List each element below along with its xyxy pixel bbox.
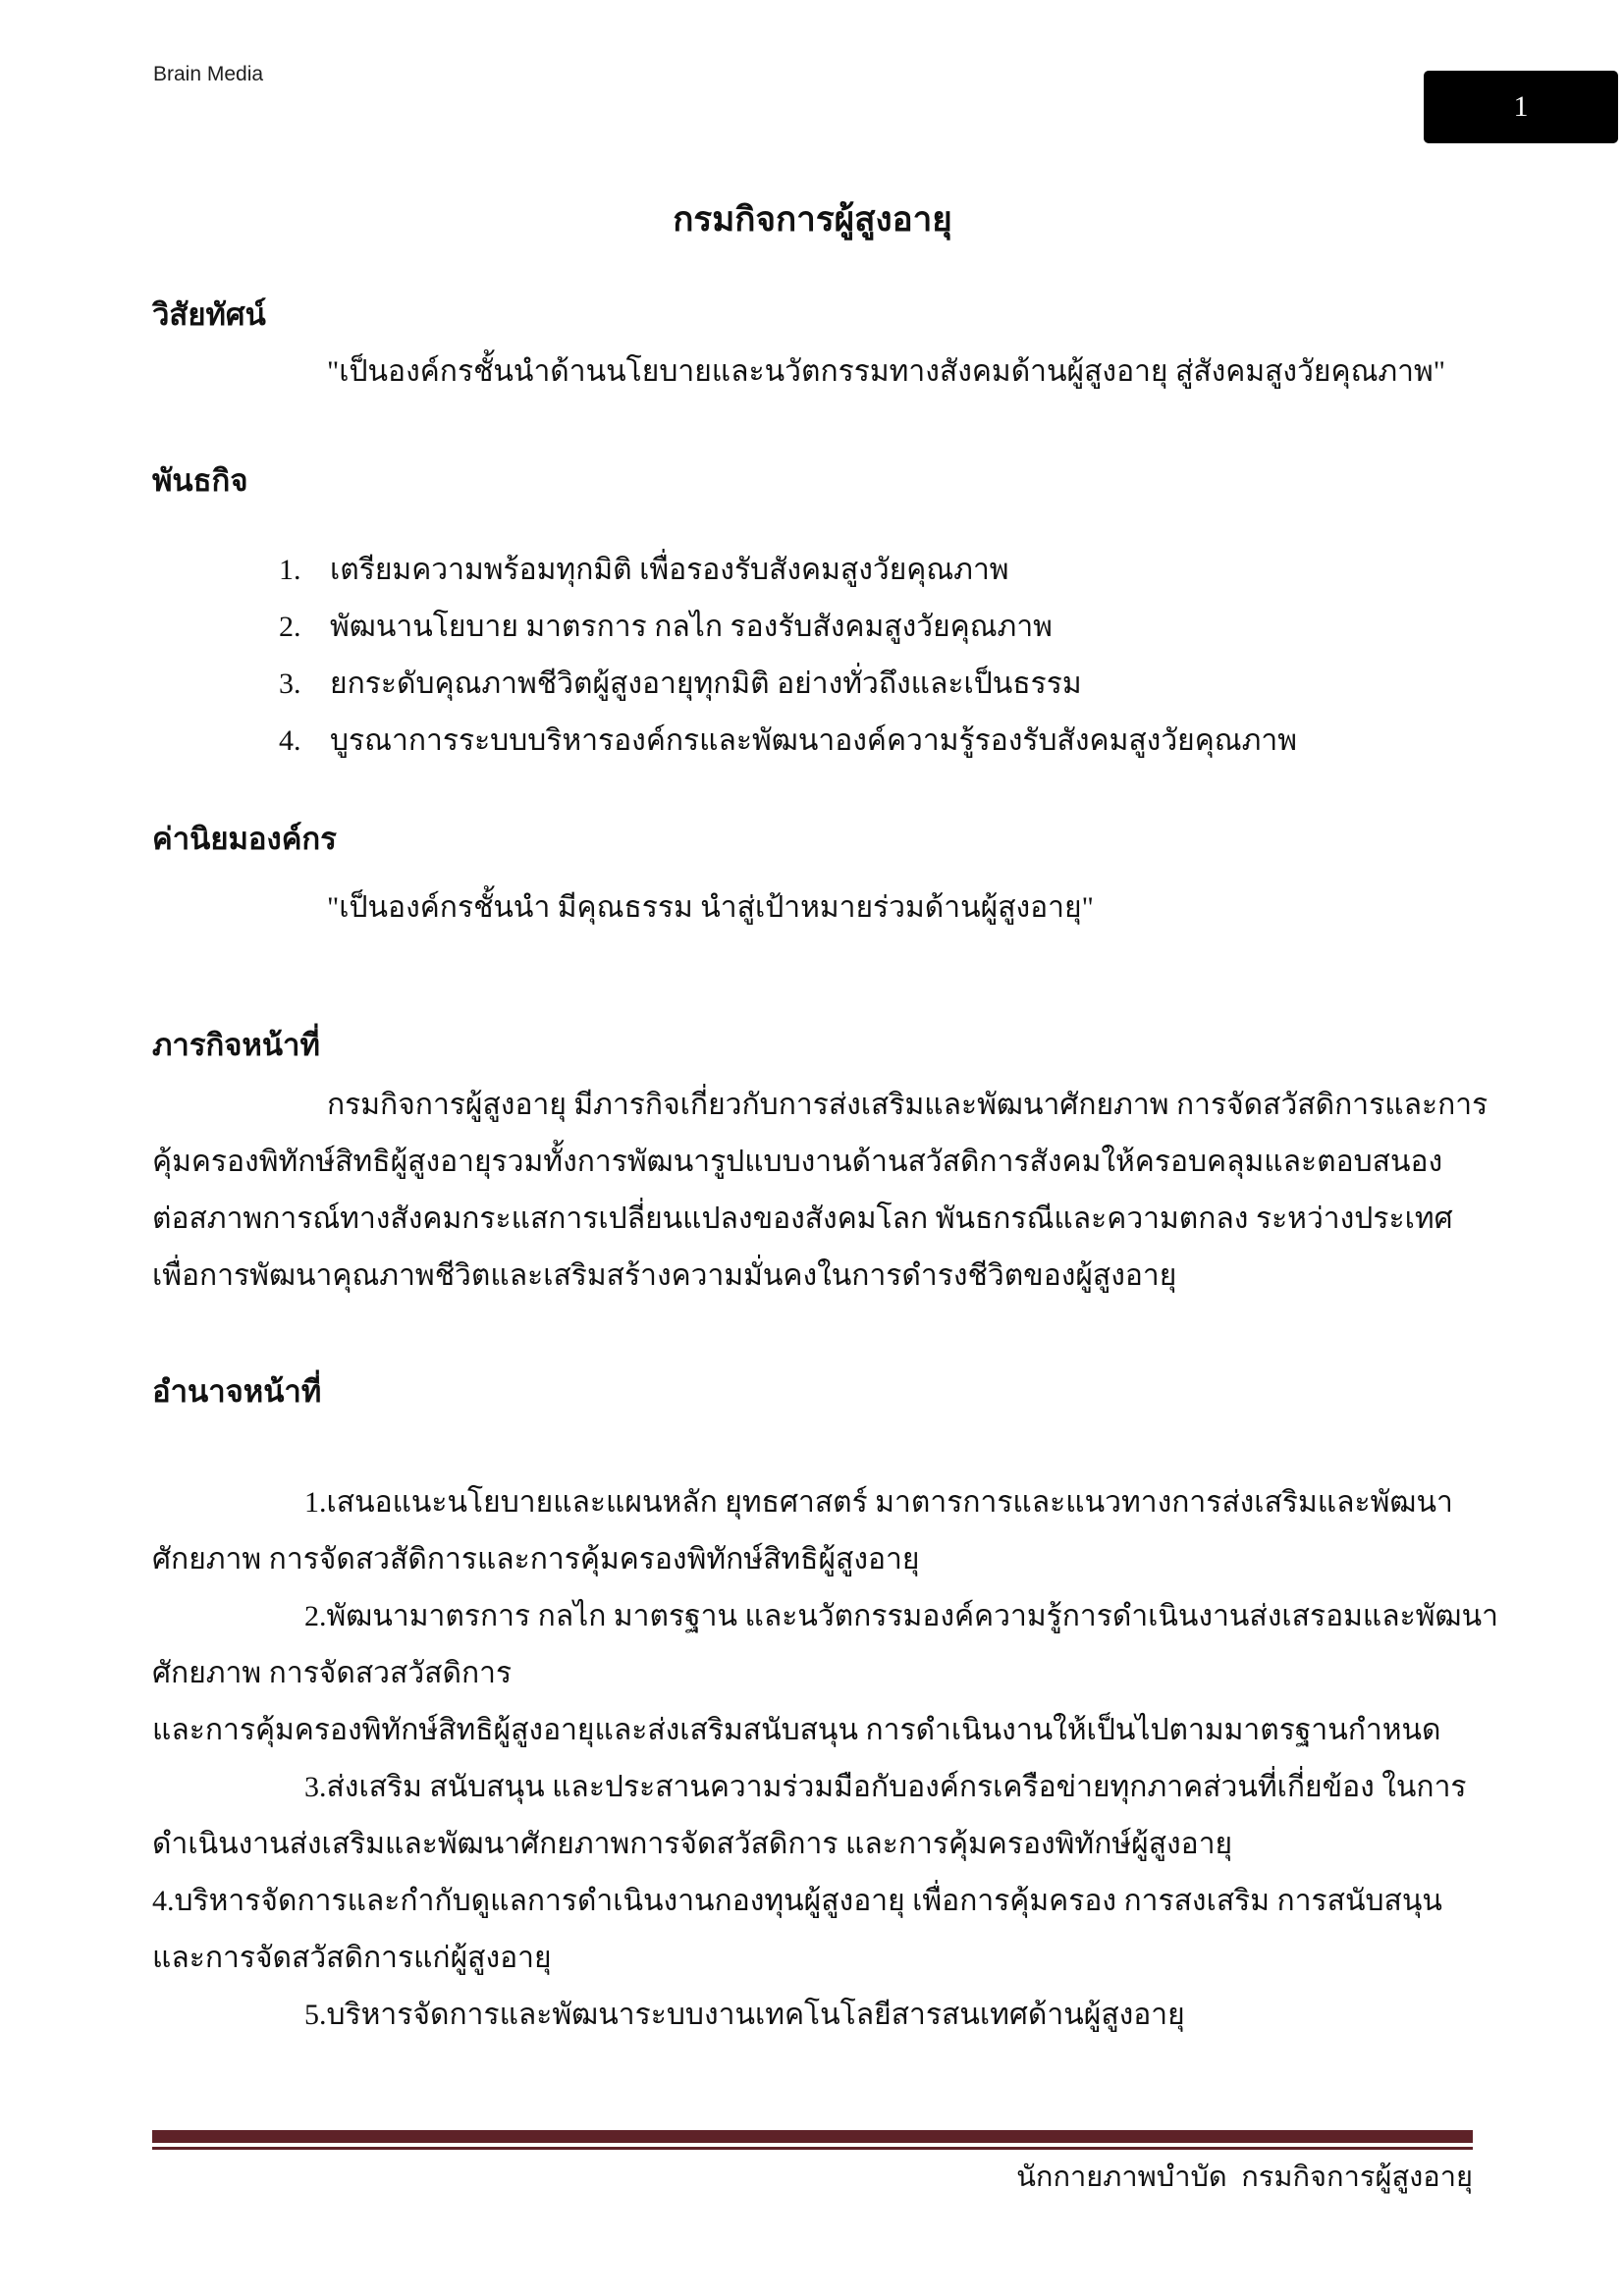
values-heading: ค่านิยมองค์กร (152, 822, 337, 856)
paragraph-line: 3.ส่งเสริม สนับสนุน และประสานความร่วมมือกับองค์กรเครือข่ายทุกภาคส่วนที่เกี่ยข้อง ในการ (304, 1771, 1467, 1803)
page-number: 1 (1513, 90, 1529, 123)
header-brand: Brain Media (153, 63, 264, 85)
footer-rule-thin (152, 2147, 1473, 2150)
list-item (152, 656, 1473, 713)
mission-list (152, 542, 1473, 770)
paragraph-line: 1.เสนอแนะนโยบายและแผนหลัก ยุทธศาสตร์ มาตารการและแนวทางการส่งเสริมและพัฒนา (304, 1486, 1453, 1519)
section-duty-heading (152, 1017, 1473, 1074)
vision-quote: "เป็นองค์กรชั้นนำด้านนโยบายและนวัตกรรมทางสังคมด้านผู้สูงอายุ สู่สังคมสูงวัยคุณภาพ" (327, 355, 1446, 388)
list-item (152, 713, 1473, 770)
paragraph-line: ศักยภาพ การจัดสวสัดิการและการคุ้มครองพิทักษ์สิทธิผู้สูงอายุ (152, 1543, 920, 1575)
list-item-text: ยกระดับคุณภาพชีวิตผู้สูงอายุทุกมิติ อย่างทั่วถึงและเป็นธรรม (330, 667, 1082, 700)
vision-heading: วิสัยทัศน์ (152, 297, 266, 332)
section-mission-heading (152, 453, 1473, 509)
paragraph-line: เพื่อการพัฒนาคุณภาพชีวิตและเสริมสร้างความมั่นคงในการดำรงชีวิตของผู้สูงอายุ (152, 1259, 1177, 1292)
paragraph-line: 5.บริหารจัดการและพัฒนาระบบงานเทคโนโลยีสารสนเทศด้านผู้สูงอายุ (304, 1999, 1185, 2031)
paragraph-line: 4.บริหารจัดการและกำกับดูแลการดำเนินงานกองทุนผู้สูงอายุ เพื่อการคุ้มครอง การสงเสริม การสนับสนุน (152, 1885, 1442, 1917)
paragraph-line: 2.พัฒนามาตรการ กลไก มาตรฐาน และนวัตกรรมองค์ความรู้การดำเนินงานส่งเสรอมและพัฒนา (304, 1600, 1498, 1632)
list-item-number: 1. (279, 554, 301, 586)
list-item-number: 3. (279, 667, 301, 700)
list-item-number: 4. (279, 724, 301, 757)
authority-paragraph (152, 1474, 1498, 2044)
mission-heading: พันธกิจ (152, 463, 248, 498)
authority-heading: อำนาจหน้าที่ (152, 1374, 322, 1409)
duty-paragraph (152, 1077, 1489, 1305)
list-item (152, 599, 1473, 656)
paragraph-line: กรมกิจการผู้สูงอายุ มีภารกิจเกี่ยวกับการส่งเสริมและพัฒนาศักยภาพ การจัดสวัสดิการและการ (327, 1089, 1489, 1121)
list-item-text: พัฒนานโยบาย มาตรการ กลไก รองรับสังคมสูงวัยคุณภาพ (330, 611, 1053, 643)
list-item (152, 542, 1473, 599)
duty-heading: ภารกิจหน้าที่ (152, 1028, 320, 1062)
list-item-text: บูรณาการระบบบริหารองค์กรและพัฒนาองค์ความรู้รองรับสังคมสูงวัยคุณภาพ (330, 724, 1298, 757)
paragraph-line: ดำเนินงานส่งเสริมและพัฒนาศักยภาพการจัดสวัสดิการ และการคุ้มครองพิทักษ์ผู้สูงอายุ (152, 1828, 1233, 1860)
paragraph-line: ต่อสภาพการณ์ทางสังคมกระแสการเปลี่ยนแปลงของสังคมโลก พันธกรณีและความตกลง ระหว่างประเทศ (152, 1202, 1453, 1235)
paragraph-line: และการจัดสวัสดิการแก่ผู้สูงอายุ (152, 1942, 552, 1974)
footer-text: นักกายภาพบำบัด กรมกิจการผู้สูงอายุ (1016, 2162, 1473, 2193)
footer-rule (152, 2130, 1473, 2150)
section-authority-heading (152, 1363, 1473, 1420)
paragraph-line: ศักยภาพ การจัดสวสวัสดิการ (152, 1657, 513, 1689)
paragraph-line: คุ้มครองพิทักษ์สิทธิผู้สูงอายุรวมทั้งการพัฒนารูปแบบงานด้านสวัสดิการสังคมให้ครอบคลุมและตอบสนอง (152, 1146, 1443, 1178)
page-number-badge (1424, 71, 1618, 143)
page-title: กรมกิจการผู้สูงอายุ (673, 200, 952, 239)
section-vision (152, 287, 1473, 400)
list-item-number: 2. (279, 611, 301, 643)
paragraph-line: และการคุ้มครองพิทักษ์สิทธิผู้สูงอายุและส่งเสริมสนับสนุน การดำเนินงานให้เป็นไปตามมาตรฐานกำหนด (152, 1714, 1441, 1746)
list-item-text: เตรียมความพร้อมทุกมิติ เพื่อรองรับสังคมสูงวัยคุณภาพ (330, 554, 1009, 586)
values-quote: "เป็นองค์กรชั้นนำ มีคุณธรรม นำสู่เป้าหมายร่วมด้านผู้สูงอายุ" (327, 891, 1094, 924)
section-values (152, 811, 1473, 936)
footer-rule-thick (152, 2130, 1473, 2143)
